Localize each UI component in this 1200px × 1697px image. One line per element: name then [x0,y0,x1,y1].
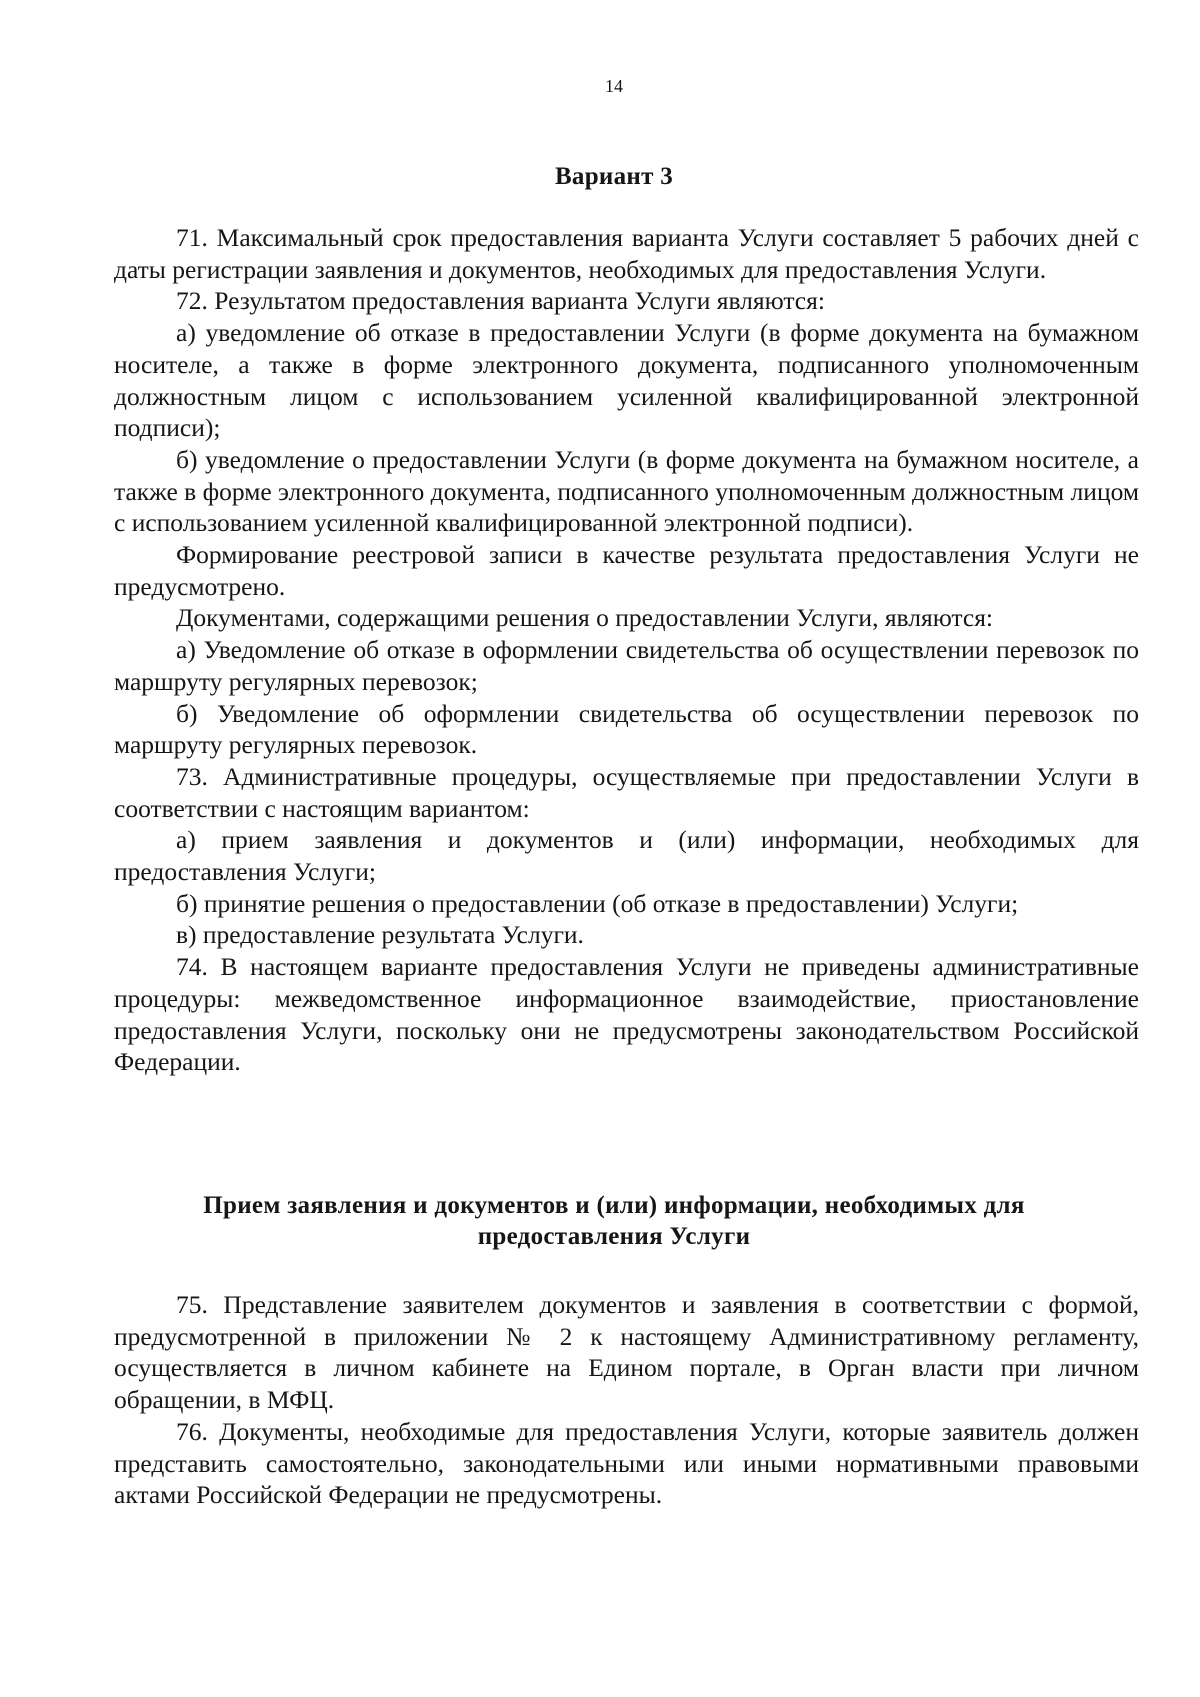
paragraph-73-b: б) принятие решения о предоставлении (об отказе в предоставлении) Услуги; [176,888,1019,918]
paragraph-registry-record: Формирование реестровой записи в качестве результата предоставления Услуги не предусмотрено. [114,540,1139,601]
paragraph-72-b: б) уведомление о предоставлении Услуги (в форме документа на бумажном носителе, а также в форме электронного документа, подписанного уполномоченным должностным лицом с использованием усиленной квалифицированной электронной подписи). [114,444,1139,538]
paragraph-74: 74. В настоящем варианте предоставления Услуги не приведены административные процедуры: межведомственное информационное взаимодействие, приостановление предоставления Услуги, поскольку они не предусмотрены законодательством Российской Федерации. [114,952,1139,1077]
page-number: 14 [605,76,623,96]
section-heading [0,1190,1200,1252]
paragraph-76: 76. Документы, необходимые для предоставления Услуги, которые заявитель должен представить самостоятельно, законодательными или иными нормативными правовыми актами Российской Федерации не предусмотрены. [114,1416,1139,1510]
body-text-block-1 [114,222,1139,1078]
section-heading-line-2: предоставления Услуги [477,1223,751,1250]
paragraph-72: 72. Результатом предоставления варианта Услуги являются: [176,286,825,316]
paragraph-decision-documents: Документами, содержащими решения о предоставлении Услуги, являются: [176,603,994,633]
paragraph-72-a: а) уведомление об отказе в предоставлении Услуги (в форме документа на бумажном носителе, а также в форме электронного документа, подписанного уполномоченным должностным лицом с использованием усиленной квалифицированной электронной подписи); [114,318,1139,443]
paragraph-71: 71. Максимальный срок предоставления варианта Услуги составляет 5 рабочих дней с даты регистрации заявления и документов, необходимых для предоставления Услуги. [114,223,1139,284]
paragraph-73: 73. Административные процедуры, осуществляемые при предоставлении Услуги в соответствии с настоящим вариантом: [114,761,1139,823]
section-heading-line-1: Прием заявления и документов и (или) информации, необходимых для [203,1192,1025,1219]
paragraph-decision-a: а) Уведомление об отказе в оформлении свидетельства об осуществлении перевозок по маршруту регулярных перевозок; [114,635,1139,696]
paragraph-73-a: а) прием заявления и документов и (или) информации, необходимых для предоставления Услуги; [114,825,1139,887]
paragraph-decision-b: б) Уведомление об оформлении свидетельства об осуществлении перевозок по маршруту регулярных перевозок. [114,698,1139,760]
paragraph-75: 75. Представление заявителем документов и заявления в соответствии с формой, предусмотренной в приложении № 2 к настоящему Административному регламенту, осуществляется в личном кабинете на Едином портале, в Орган власти при личном обращении, в МФЦ. [114,1290,1139,1415]
body-text-block-2 [114,1289,1139,1511]
paragraph-73-c: в) предоставление результата Услуги. [176,920,584,950]
variant-heading: Вариант 3 [554,163,674,190]
